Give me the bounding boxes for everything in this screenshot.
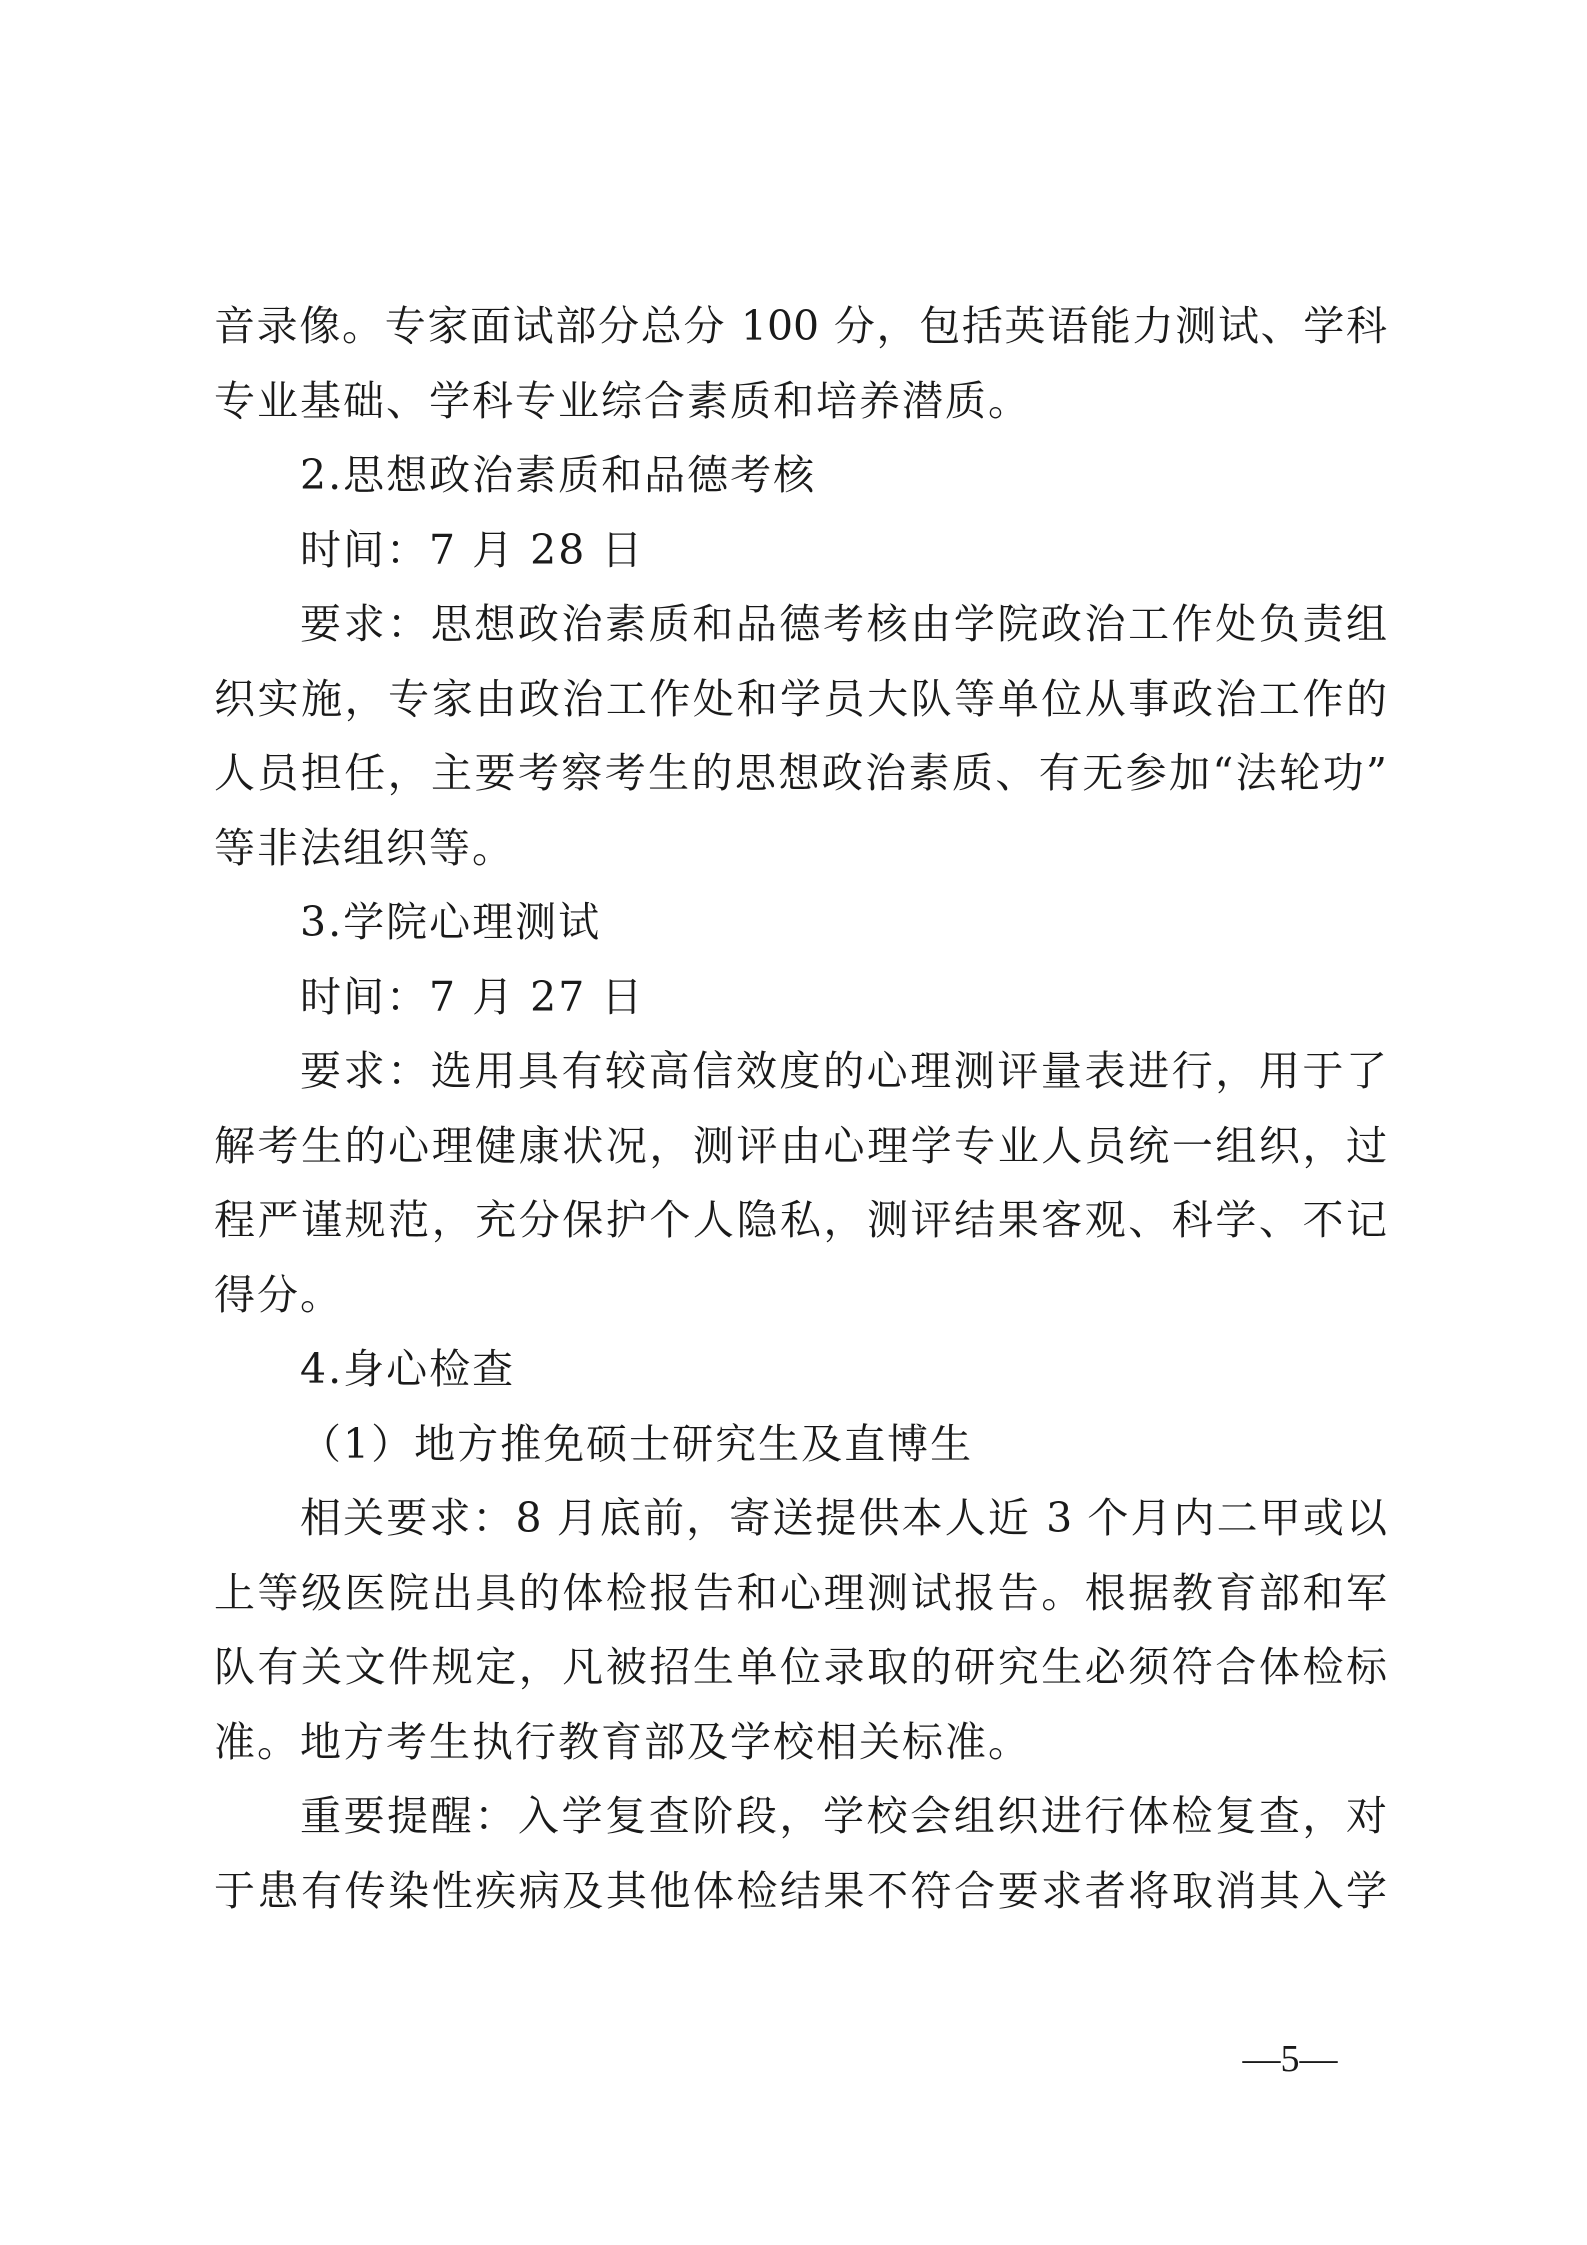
paragraph-line: 准。地方考生执行教育部及学校相关标准。 [214, 1717, 1031, 1766]
paragraph-line: 音录像。专家面试部分总分 100 分，包括英语能力测试、学科 [214, 302, 1387, 350]
paragraph-line: 于患有传染性疾病及其他体检结果不符合要求者将取消其入学 [214, 1866, 1387, 1915]
section-heading: 4.身心检查 [300, 1345, 516, 1393]
paragraph-line: 人员担任，主要考察考生的思想政治素质、有无参加“法轮功” [214, 749, 1387, 797]
section-heading-political-assessment [214, 438, 1387, 513]
subsection-heading: （1）地方推免硕士研究生及直博生 [300, 1419, 974, 1468]
subsection-heading-local-students [214, 1407, 1387, 1482]
page-number: —5— [1242, 2038, 1338, 2080]
paragraph-line: 相关要求：8 月底前，寄送提供本人近 3 个月内二甲或以 [300, 1494, 1387, 1542]
paragraph-political-requirements [214, 587, 1387, 885]
paragraph-line: 织实施，专家由政治工作处和学员大队等单位从事政治工作的 [214, 674, 1387, 723]
paragraph-psych-requirements [214, 1034, 1387, 1332]
paragraph-line: 要求：思想政治素质和品德考核由学院政治工作处负责组 [300, 600, 1387, 648]
paragraph-line: 要求：选用具有较高信效度的心理测评量表进行，用于了 [300, 1047, 1387, 1095]
paragraph-line: 得分。 [214, 1270, 343, 1319]
paragraph-interview-continued [214, 289, 1387, 438]
paragraph-psych-time [214, 960, 1387, 1035]
paragraph-political-time [214, 513, 1387, 588]
paragraph-exam-requirements [214, 1481, 1387, 1779]
paragraph-line: 等非法组织等。 [214, 823, 515, 872]
paragraph-line: 专业基础、学科专业综合素质和培养潜质。 [214, 376, 1031, 425]
paragraph-line: 队有关文件规定，凡被招生单位录取的研究生必须符合体检标 [214, 1643, 1387, 1691]
time-line: 时间：7 月 28 日 [300, 525, 645, 574]
time-line: 时间：7 月 27 日 [300, 972, 645, 1021]
section-heading: 2.思想政治素质和品德考核 [300, 451, 817, 499]
paragraph-important-reminder [214, 1779, 1387, 1928]
section-heading: 3.学院心理测试 [300, 898, 602, 946]
document-body [214, 289, 1387, 1928]
section-heading-physical-exam [214, 1332, 1387, 1407]
paragraph-line: 程严谨规范，充分保护个人隐私，测评结果客观、科学、不记 [214, 1196, 1387, 1244]
paragraph-line: 上等级医院出具的体检报告和心理测试报告。根据教育部和军 [214, 1568, 1387, 1617]
paragraph-line: 解考生的心理健康状况，测评由心理学专业人员统一组织，过 [214, 1121, 1387, 1170]
section-heading-psychological-test [214, 885, 1387, 960]
paragraph-line: 重要提醒：入学复查阶段，学校会组织进行体检复查，对 [300, 1792, 1387, 1840]
